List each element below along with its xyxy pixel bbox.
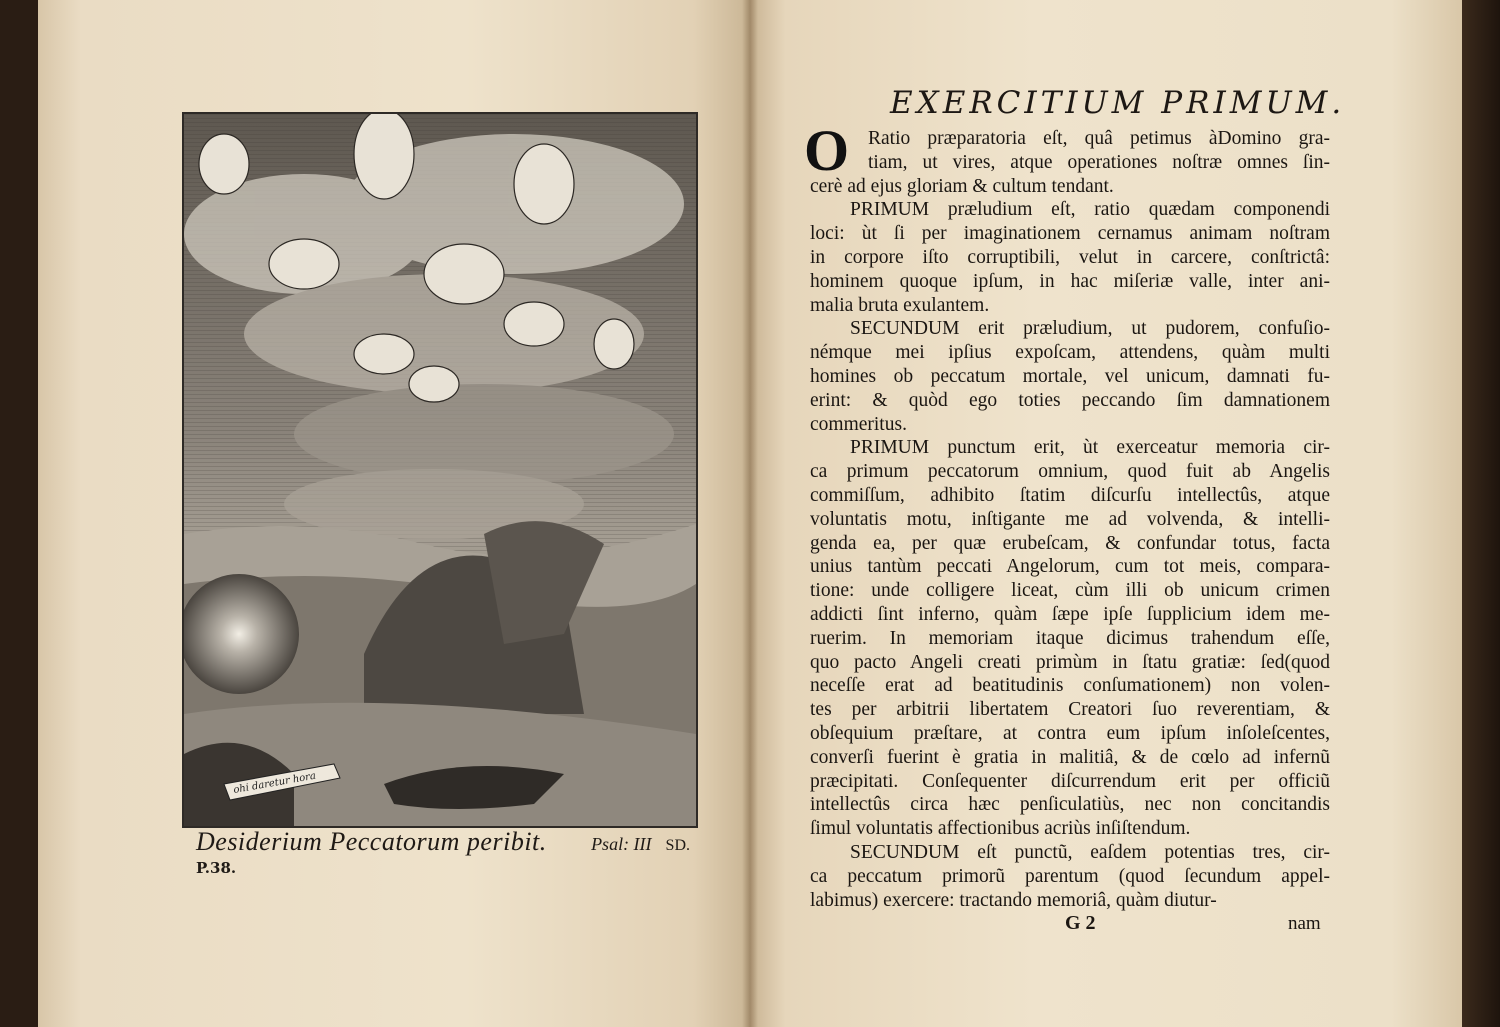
engraving-caption: Desiderium Peccatorum peribit. (196, 827, 547, 856)
text-line: Ratio præparatoria eſt, quâ petimus àDomino gra- (868, 128, 1330, 149)
engraving-plate (182, 112, 698, 828)
text-line: PRIMUM præludium eſt, ratio quædam componendi (850, 199, 1330, 221)
caption-engraver-mark: SD. (665, 837, 690, 854)
text-line: voluntatis motu, inſtigante me ad volvenda, & intelli- (810, 508, 1330, 530)
text-line: loci: ùt ſi per imaginationem cernamus animam noſtram (810, 223, 1330, 245)
text-line: PRIMUM punctum erit, ùt exerceatur memoria cir- (850, 437, 1330, 459)
text-line: obſequium præſtare, at contra eum ipſum inſoleſcentes, (810, 722, 1330, 744)
signature-mark: G 2 (1065, 912, 1096, 934)
text-line: tione: unde colligere liceat, cùm illi ob unicum crimen (810, 580, 1330, 602)
text-line: præcipitati. Conſequenter diſcurrendum erit per officiũ (810, 770, 1330, 792)
text-line: cerè ad ejus gloriam & cultum tendant. (810, 175, 1114, 197)
text-line: in corpore iſto corruptibili, velut in carcere, conſtrictâ: (810, 246, 1330, 268)
text-line: homines ob peccatum mortale, vel unicum, damnati fu- (810, 365, 1330, 387)
text-line: tes per arbitrii libertatem Creatori ſuo reverentiam, & (810, 699, 1330, 721)
drop-cap: O (804, 118, 850, 183)
engraving-illustration (184, 114, 696, 826)
text-line: hominem quoque ipſum, in hac miſeriæ valle, inter ani- (810, 270, 1330, 292)
text-line: ca peccatum primorũ parentum (quod ſecundum appel- (810, 865, 1330, 887)
text-line: ca primum peccatorum omnium, quod fuit ab Angelis (810, 461, 1330, 483)
text-line: ruerim. In memoriam itaque dicimus trahendum eſſe, (810, 627, 1330, 649)
text-line: labimus) exercere: tractando memoriâ, quàm diutur- (810, 889, 1217, 911)
text-line: erint: & quòd ego toties peccando ſim damnationem (810, 389, 1330, 411)
text-line: quo pacto Angeli creati primùm in ſtatu gratiæ: ſed(quod (810, 651, 1330, 673)
text-line: némque mei ipſius expoſcam, attendens, quàm multi (810, 342, 1330, 364)
text-line: addicti ſint inferno, quàm ſæpe ipſe ſupplicium idem me- (810, 603, 1330, 625)
text-line: malia bruta exulantem. (810, 294, 990, 316)
catchword: nam (1288, 913, 1321, 934)
text-line: ſimul voluntatis affectionibus acriùs inſiſtendum. (810, 818, 1191, 840)
body-text (804, 118, 1330, 912)
banner-text: ohi daretur hora (232, 770, 317, 796)
chapter-title: EXERCITIUM PRIMUM. (890, 85, 1346, 121)
book-gutter (742, 0, 758, 1027)
hell-glow (184, 574, 299, 694)
text-line: tiam, ut vires, atque operationes noſtræ omnes ſin- (868, 151, 1330, 173)
plate-number: P.38. (196, 859, 237, 877)
caption-row (196, 828, 690, 857)
text-line: commeritus. (810, 413, 907, 435)
caption-psalm-reference: Psal: III (591, 834, 652, 854)
book-edge (1462, 0, 1500, 1027)
text-line: converſi fuerint è gratia in malitiâ, & de cœlo ad infernũ (810, 746, 1330, 768)
text-line: SECUNDUM eſt punctũ, eaſdem potentias tres, cir- (850, 841, 1330, 863)
text-line: genda ea, per quæ erubeſcam, & confundar totus, facta (810, 532, 1330, 554)
text-line: SECUNDUM erit præludium, ut pudorem, confuſio- (850, 318, 1330, 340)
text-line: unius tantùm peccati Angelorum, cum tot meis, compara- (810, 556, 1330, 578)
text-line: neceſſe erat ad beatitudinis conſumationem) non volen- (810, 675, 1330, 697)
text-line: commiſſum, adhibito ſtatim diſcurſu intellectûs, atque (810, 484, 1330, 506)
text-line: intellectûs circa hæc penſiculatiùs, nec non concitandis (810, 794, 1330, 816)
